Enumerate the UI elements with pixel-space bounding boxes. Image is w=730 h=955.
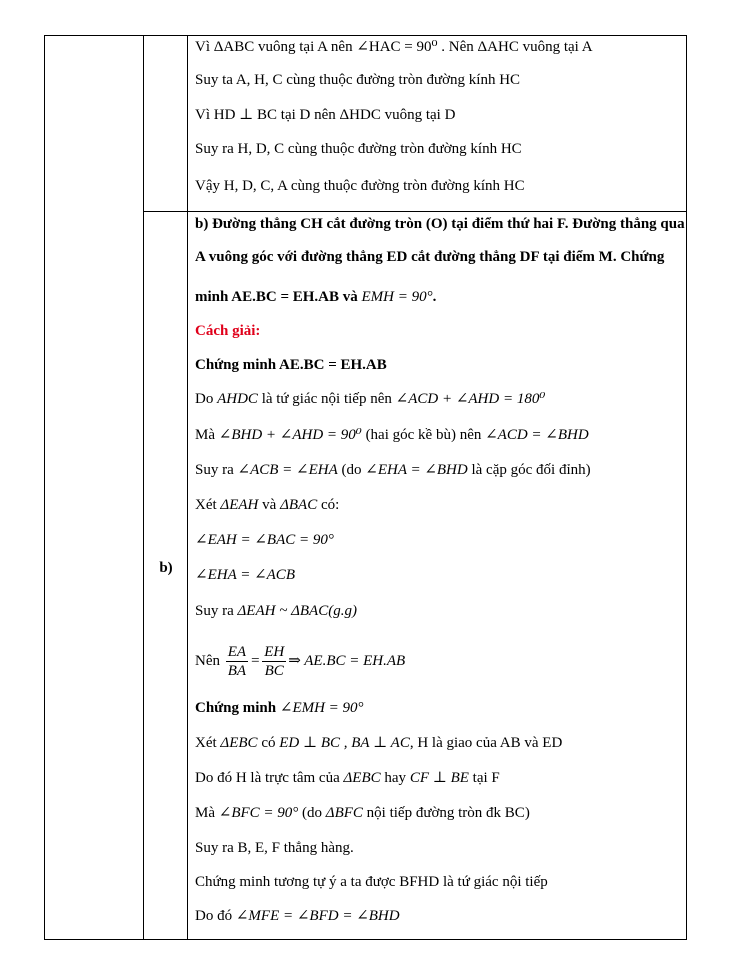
l7-a: Suy ra <box>195 603 234 619</box>
proof-line-13: Chứng minh tương tự ý a ta được BFHD là tứ giác nội tiếp <box>195 874 548 890</box>
part-b-label: b) <box>159 560 173 576</box>
proof-2-heading <box>195 698 364 718</box>
part-a-line-1: Vì ΔABC vuông tại A nên ∠HAC = 90⁰ . Nên ΔAHC vuông tại A <box>195 39 593 55</box>
proof-line-2 <box>195 425 589 445</box>
proof-line-4 <box>195 495 339 515</box>
prompt-3-end: . <box>432 289 437 305</box>
column-divider-2 <box>187 35 188 940</box>
part-b-prompt-3 <box>195 287 436 307</box>
l11-e: nội tiếp đường tròn đk BC) <box>366 805 530 821</box>
l10-a: Do đó H là trực tâm của <box>195 770 340 786</box>
proof-line-9 <box>195 733 562 753</box>
l9-b: ΔEBC <box>220 735 258 751</box>
l8-a: Nên <box>195 653 220 669</box>
proof-line-11 <box>195 803 530 823</box>
l2-d: ∠ACD = ∠BHD <box>485 427 589 443</box>
l2-a: Mà <box>195 427 215 443</box>
l10-d: CF ⊥ BE <box>409 770 469 786</box>
part-a-line-4: Suy ra H, D, C cùng thuộc đường tròn đường kính HC <box>195 141 522 157</box>
l3-c: (do <box>341 462 362 478</box>
l7-b: ΔEAH ~ ΔBAC(g.g) <box>237 603 357 619</box>
fraction-ea-ba <box>226 643 248 680</box>
l10-c: hay <box>384 770 407 786</box>
l4-d: ΔBAC <box>280 497 318 513</box>
frac2-den: BC <box>264 663 284 680</box>
proof-line-6: ∠EHA = ∠ACB <box>195 567 295 583</box>
l4-b: ΔEAH <box>220 497 259 513</box>
l1-c: là tứ giác nội tiếp nên <box>261 391 392 407</box>
l9-f: , H là giao của AB và ED <box>409 735 563 751</box>
l11-d: ΔBFC <box>325 805 363 821</box>
l3-e: là cặp góc đối đỉnh) <box>471 462 591 478</box>
proof-line-7 <box>195 601 357 621</box>
l10-e: tại F <box>472 770 500 786</box>
l9-c: có <box>261 735 276 751</box>
l2-c: (hai góc kề bù) nên <box>365 427 482 443</box>
fraction-eh-bc <box>262 643 286 680</box>
l9-e: BA ⊥ AC <box>351 735 410 751</box>
proof-2-heading-math: ∠EMH = 90° <box>279 700 364 716</box>
table-border-top <box>44 35 686 36</box>
l1-a: Do <box>195 391 214 407</box>
l4-c: và <box>262 497 277 513</box>
l9-d: ED ⊥ BC , <box>279 735 348 751</box>
table-border-left <box>44 35 45 940</box>
part-a-line-3: Vì HD ⊥ BC tại D nên ΔHDC vuông tại D <box>195 107 456 123</box>
proof-line-5: ∠EAH = ∠BAC = 90° <box>195 532 334 548</box>
l8-b: ⇒ AE.BC = EH.AB <box>288 653 406 669</box>
proof-line-10 <box>195 768 500 788</box>
l11-c: (do <box>302 805 323 821</box>
l3-d: ∠EHA = ∠BHD <box>365 462 468 478</box>
l1-d: ∠ACD + ∠AHD = 180⁰ <box>395 391 546 407</box>
prompt-3-math: EMH = 90° <box>361 289 433 305</box>
l9-a: Xét <box>195 735 217 751</box>
proof-line-1 <box>195 389 545 409</box>
l8-eq: = <box>250 653 261 669</box>
proof-line-8 <box>195 642 405 680</box>
prompt-3-text: minh AE.BC = EH.AB và <box>195 289 358 305</box>
l10-b: ΔEBC <box>343 770 381 786</box>
l4-e: có: <box>320 497 340 513</box>
table-border-right <box>686 35 687 940</box>
l11-b: ∠BFC = 90° <box>218 805 299 821</box>
frac2-num: EH <box>264 644 285 661</box>
proof-line-3 <box>195 460 591 480</box>
l14-a: Do đó <box>195 908 233 924</box>
proof-2-heading-text: Chứng minh <box>195 700 277 716</box>
proof-line-14 <box>195 906 400 926</box>
l14-b: ∠MFE = ∠BFD = ∠BHD <box>235 908 400 924</box>
column-divider-1 <box>143 35 144 940</box>
proof-1-heading: Chứng minh AE.BC = EH.AB <box>195 357 387 373</box>
l1-b: AHDC <box>217 391 258 407</box>
l4-a: Xét <box>195 497 217 513</box>
part-b-prompt-1: b) Đường thẳng CH cắt đường tròn (O) tại điểm thứ hai F. Đường thẳng qua <box>195 216 685 232</box>
l3-a: Suy ra <box>195 462 234 478</box>
part-a-line-2: Suy ta A, H, C cùng thuộc đường tròn đường kính HC <box>195 72 521 88</box>
table-border-bottom <box>44 939 686 940</box>
l3-b: ∠ACB = ∠EHA <box>237 462 338 478</box>
part-a-line-5: Vậy H, D, C, A cùng thuộc đường tròn đường kính HC <box>195 178 525 194</box>
solution-heading: Cách giải: <box>195 323 261 339</box>
proof-line-12: Suy ra B, E, F thẳng hàng. <box>195 840 354 856</box>
part-b-prompt-2: A vuông góc với đường thẳng ED cắt đường thẳng DF tại điểm M. Chứng <box>195 249 665 265</box>
row-divider <box>143 211 686 212</box>
frac1-den: BA <box>227 663 247 680</box>
l11-a: Mà <box>195 805 215 821</box>
frac1-num: EA <box>227 644 247 661</box>
l2-b: ∠BHD + ∠AHD = 90⁰ <box>218 427 362 443</box>
